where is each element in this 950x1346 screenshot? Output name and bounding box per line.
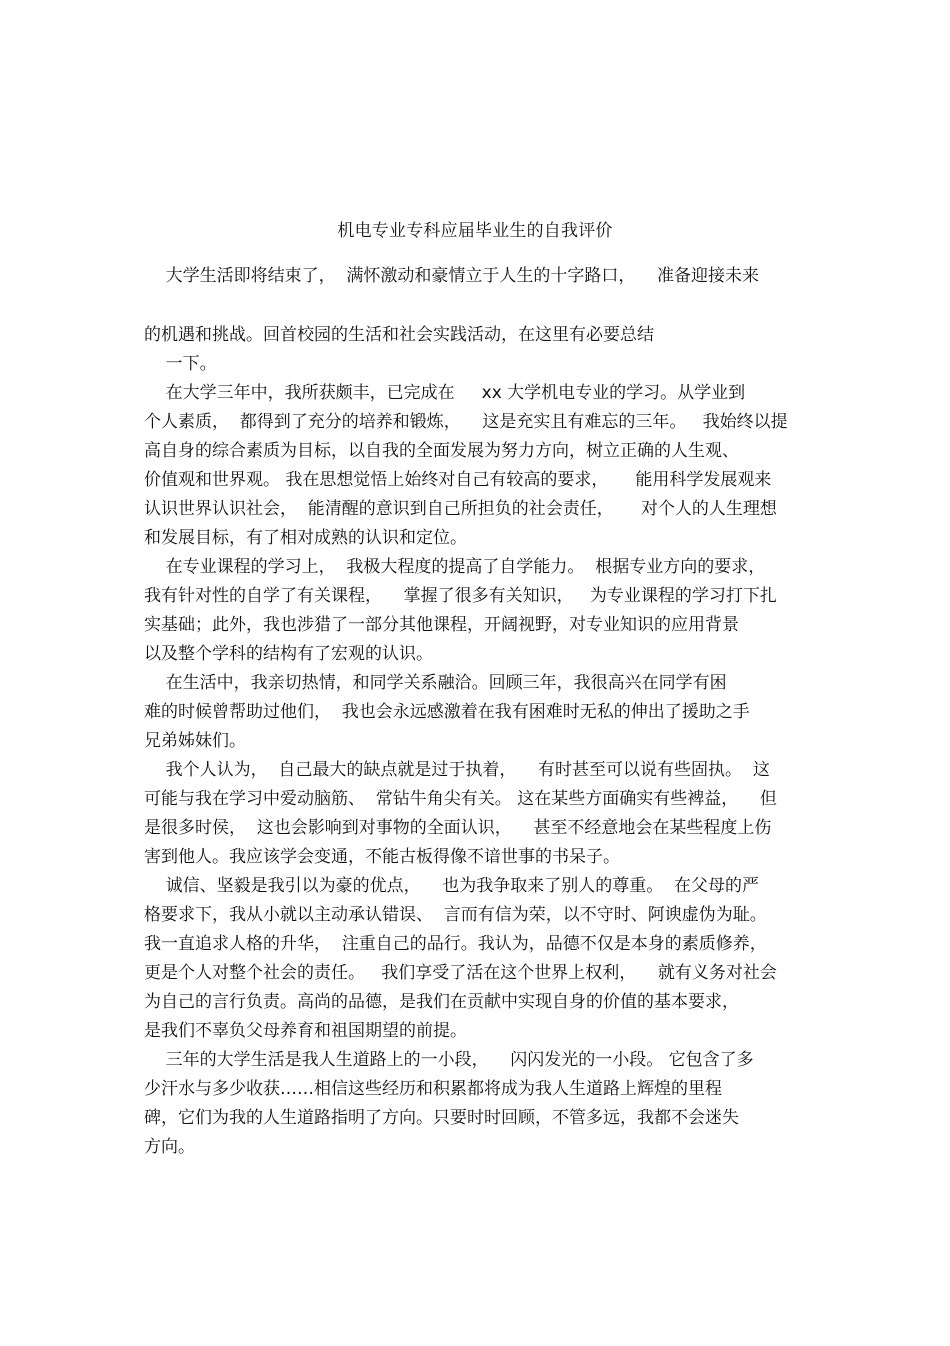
text-line: 在生活中，我亲切热情，和同学关系融洽。回顾三年，我很高兴在同学有困 — [144, 673, 727, 693]
text-line: 以及整个学科的结构有了宏观的认识。 — [144, 644, 433, 664]
document-body — [144, 262, 824, 1162]
text-line: 诚信、坚毅是我引以为豪的优点， 也为我争取来了别人的尊重。 在父母的严 — [144, 876, 760, 896]
text-line: 我一直追求人格的升华， 注重自己的品行。我认为，品德不仅是本身的素质修养， — [144, 934, 767, 954]
text-line: 和发展目标，有了相对成熟的认识和定位。 — [144, 528, 467, 548]
text-line: 是我们不辜负父母养育和祖国期望的前提。 — [144, 1021, 467, 1041]
text-line: 为自己的言行负责。高尚的品德，是我们在贡献中实现自身的价值的基本要求， — [144, 992, 739, 1012]
document-title: 机电专业专科应届毕业生的自我评价 — [337, 221, 613, 241]
text-line: 价值观和世界观。 我在思想觉悟上始终对自己有较高的要求， 能用科学发展观来 — [144, 470, 772, 490]
text-line: 可能与我在学习中爱动脑筋、 常钻牛角尖有关。 这在某些方面确实有些裨益， 但 — [144, 789, 777, 809]
text-line: 个人素质， 都得到了充分的培养和锻炼， 这是充实且有难忘的三年。 我始终以提 — [144, 412, 788, 432]
text-line: 害到他人。我应该学会变通，不能古板得像不谙世事的书呆子。 — [144, 847, 620, 867]
text-line: 三年的大学生活是我人生道路上的一小段， 闪闪发光的一小段。 它包含了多 — [144, 1050, 754, 1070]
text-line: 我有针对性的自学了有关课程， 掌握了很多有关知识， 为专业课程的学习打下扎 — [144, 586, 777, 606]
text-line: 我个人认为， 自己最大的缺点就是过于执着， 有时甚至可以说有些固执。 这 — [144, 760, 770, 780]
text-line: 在专业课程的学习上， 我极大程度的提高了自学能力。 根据专业方向的要求， — [144, 557, 766, 577]
text-line: 大学生活即将结束了， 满怀激动和豪情立于人生的十字路口， 准备迎接未来 — [144, 266, 760, 286]
text-line: 在大学三年中，我所获颇丰，已完成在 xx 大学机电专业的学习。从学业到 — [144, 383, 746, 403]
text-line: 兄弟姊妹们。 — [144, 731, 246, 751]
text-line: 难的时候曾帮助过他们， 我也会永远感激着在我有困难时无私的伸出了援助之手 — [144, 702, 750, 722]
text-line: 一下。 — [144, 354, 217, 374]
text-line: 认识世界认识社会， 能清醒的意识到自己所担负的社会责任， 对个人的人生理想 — [144, 499, 777, 519]
text-line: 是很多时侯， 这也会影响到对事物的全面认识， 甚至不经意地会在某些程度上伤 — [144, 818, 772, 838]
text-line: 高自身的综合素质为目标，以自我的全面发展为努力方向，树立正确的人生观、 — [144, 441, 739, 461]
text-line: 实基础；此外，我也涉猎了一部分其他课程，开阔视野，对专业知识的应用背景 — [144, 615, 739, 635]
text-line: 碑，它们为我的人生道路指明了方向。只要时时回顾，不管多远，我都不会迷失 — [144, 1108, 739, 1128]
text-line: 的机遇和挑战。回首校园的生活和社会实践活动，在这里有必要总结 — [144, 325, 654, 345]
text-line: 少汗水与多少收获……相信这些经历和积累都将成为我人生道路上辉煌的里程 — [144, 1079, 722, 1099]
text-line: 更是个人对整个社会的责任。 我们享受了活在这个世界上权利， 就有义务对社会 — [144, 963, 777, 983]
text-line: 方向。 — [144, 1137, 195, 1157]
text-line: 格要求下，我从小就以主动承认错误、 言而有信为荣，以不守时、阿谀虚伪为耻。 — [144, 905, 767, 925]
